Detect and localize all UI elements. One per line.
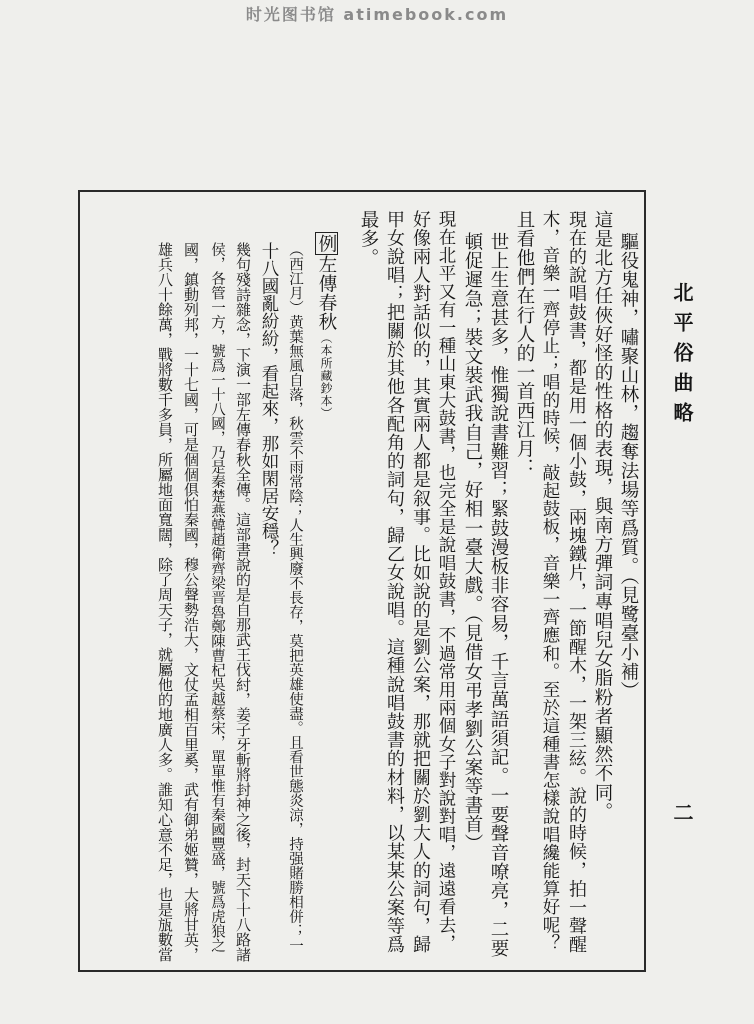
text-column: 甲女說唱；把關於其他各配角的詞句，歸乙女說唱。這種說唱鼓書的材料，以某某公案等爲 — [384, 210, 405, 954]
quoted-column: 國，鎮動列邦，一十七國，可是個個俱怕秦國，穆公聲勢浩大，文仗孟相百里奚，武有御弟姬贊，大將甘英， — [182, 242, 200, 962]
text-column: 這是北方任俠好怪的性格的表現，與南方彈詞專唱兒女脂粉者顯然不同。 — [592, 210, 613, 822]
text-column: 現在的說唱鼓書，都是用一個小鼓，兩塊鐵片，一節醒木，一架三絃。說的時候，拍一聲醒 — [566, 210, 587, 954]
text-column: 現在北平又有一種山東大鼓書，也完全是說唱鼓書，不過常用兩個女子對說對唱，遠遠看去， — [436, 210, 456, 953]
text-column: 木，音樂一齊停止；唱的時候，敲起鼓板，音樂一齊應和。至於這種書怎樣說唱纔能算好呢？ — [540, 210, 560, 953]
text-column: 驅役鬼神，嘯聚山林，趨奪法場等爲質。（見鹭臺小補） — [618, 232, 639, 701]
text-column: 最多。 — [358, 210, 379, 268]
quoted-column: 十八國亂紛紛，看起來，那如閑居安穩？ — [259, 242, 279, 557]
example-title: 左傳春秋 — [316, 255, 337, 332]
book-title: 北平俗曲略 — [670, 282, 694, 432]
page-number: 二 — [670, 802, 694, 822]
text-column: 且看他們在行人的一首西江月： — [514, 210, 535, 478]
text-column: 頓促遲急；裝文裝武我自己，好相一臺大戲。（見借女弔孝劉公案等書首） — [462, 232, 483, 854]
text-column: 好像兩人對話似的，其實兩人都是叙事。比如說的是劉公案，那就把關於劉大人的詞句，歸 — [410, 210, 431, 954]
quoted-column: （西江月）黄葉無風自落，秋雲不雨常陰；人生興廢不長存，莫把英雄使盡。且看世態炎涼，持强賭勝相併；一 — [287, 242, 303, 953]
text-column: 世上生意甚多，惟獨說書難習；緊鼓漫板非容易，千言萬語須記。一要聲音嘹亮，二要 — [488, 232, 509, 958]
example-source-note: （本所藏鈔本） — [319, 331, 333, 420]
watermark: 时光图书馆 atimebook.com — [245, 5, 509, 24]
example-label: 例 — [316, 234, 337, 254]
quoted-column: 侯，各管一方，號爲一十八國，乃是秦楚燕韓趙衛齊梁晋魯鄭陳曹杞吳越蔡宋，單單惟有秦國豐盛，號爲虎狼之 — [209, 242, 225, 953]
example-heading — [315, 232, 337, 420]
quoted-column: 雄兵八十餘萬，戰將數千多員，所屬地面寬闊，除了周天子，就屬他的地廣人多。誰知心意不足，也是瓬數當 — [156, 242, 174, 962]
quoted-column: 幾句殘詩雜念，下演一部左傳春秋全傳。這部書說的是自那武王伐紂，姜子牙斬將封神之後，封天下十八路諸 — [234, 242, 252, 962]
